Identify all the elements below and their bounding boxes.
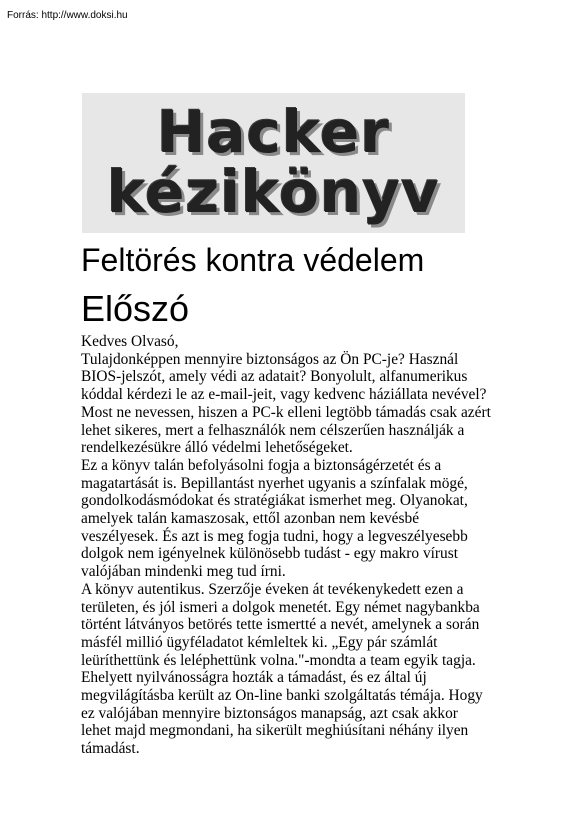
body-line: gondolkodásmódokat és stratégiákat ismerhet meg. Olyanokat, <box>81 492 468 510</box>
source-label <box>7 10 128 21</box>
body-line: veszélyesek. És azt is meg fogja tudni, hogy a legveszélyesebb <box>81 527 468 545</box>
section-heading: Előszó <box>81 288 190 329</box>
body-line: BIOS-jelszót, amely védi az adatait? Bonyolult, alfanumerikus <box>81 368 468 386</box>
body-line: megvilágításba került az On-line banki szolgáltatás témája. Hogy <box>81 687 483 705</box>
book-title-logo <box>82 93 465 233</box>
body-line: Ehelyett nyilvánosságra hozták a támadást, és ez által új <box>81 669 427 687</box>
body-line: Kedves Olvasó, <box>81 333 179 350</box>
body-line: leüríthettünk és leléphettünk volna."-mondta a team egyik tagja. <box>81 651 476 669</box>
body-line: támadást. <box>81 740 140 758</box>
body-line: magatartását is. Bepillantást nyerhet ugyanis a színfalak mögé, <box>81 474 468 492</box>
body-line: területen, és jól ismeri a dolgok menetét. Egy német nagybankba <box>81 598 480 616</box>
body-line: valójában mindenki meg tud írni. <box>81 563 286 581</box>
body-line: ez valójában mennyire biztonságos manapság, azt csak akkor <box>81 704 458 722</box>
book-subtitle: Feltörés kontra védelem <box>81 242 425 278</box>
body-line: lehet majd megmondani, ha sikerült meghiúsítani néhány ilyen <box>81 722 469 740</box>
body-line: rendelkezésükre álló védelmi lehetőségeket. <box>81 439 353 457</box>
body-line: történt látványos betörés tette ismertté a nevét, amelynek a során <box>81 616 480 634</box>
body-line: másfél millió ügyféladatot kémleltek ki. „Egy pár számlát <box>81 633 438 651</box>
body-line: lehet sikeres, mert a felhasználók nem célszerűen használják a <box>81 421 465 439</box>
source-text: Forrás: http://www.doksi.hu <box>7 10 128 21</box>
body-line: amelyek talán kamaszosak, ettől azonban nem kevésbé <box>81 510 420 528</box>
body-line: dolgok nem igényelnek különösebb tudást - egy makro vírust <box>81 545 459 563</box>
body-line: Most ne nevessen, hiszen a PC-k elleni legtöbb támadás csak azért <box>81 403 491 421</box>
body-text <box>81 333 521 758</box>
logo-line-kezikonyv: kézikönyv <box>107 158 440 226</box>
body-line: Ez a könyv talán befolyásolni fogja a biztonságérzetét és a <box>81 456 442 474</box>
logo-line-hacker: Hacker <box>156 98 390 166</box>
body-line: A könyv autentikus. Szerzője éveken át tevékenykedett ezen a <box>81 580 464 598</box>
body-line: kóddal kérdezi le az e-mail-jeit, vagy kedvenc háziállata nevével? <box>81 386 487 404</box>
body-line: Tulajdonképpen mennyire biztonságos az Ön PC-je? Használ <box>81 350 459 368</box>
